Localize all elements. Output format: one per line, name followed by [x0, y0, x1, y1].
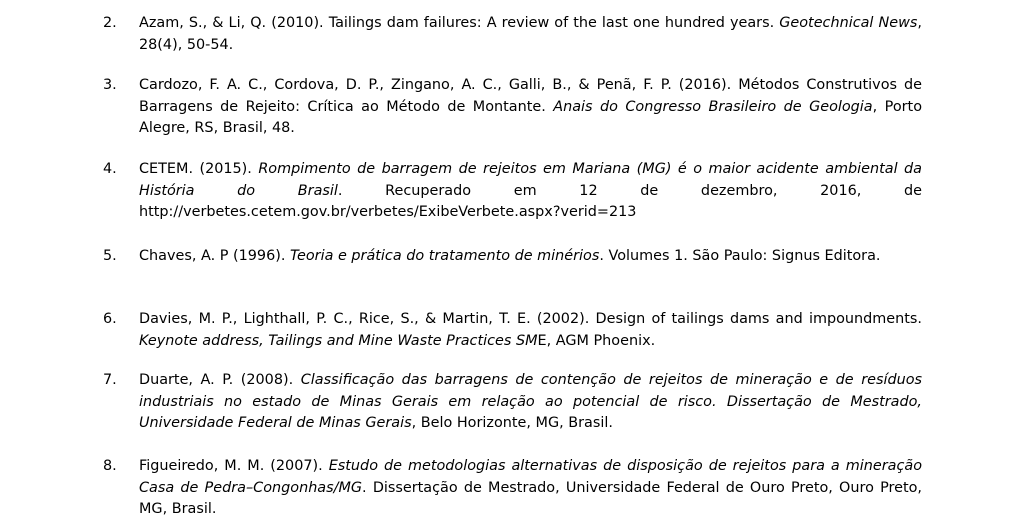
reference-text	[139, 370, 922, 435]
reference-text-segment: Teoria e prática do tratamento de minérios	[290, 248, 600, 264]
reference-text-segment: , 28(4), 50-54.	[139, 15, 922, 53]
reference-number: 4.	[103, 161, 117, 177]
reference-text-segment: Classificação das barragens de contenção de rejeitos de mineração e de resíduos industriais no estado de Minas Gerais em relação ao potencial de risco. Dissertação de Mestrado, Universidade Federal de Minas Gerais	[139, 372, 923, 431]
reference-number: 2.	[103, 15, 117, 31]
reference-text-segment: Estudo de metodologias alternativas de disposição de rejeitos para a mineração Casa de Pedra–Congonhas/MG	[139, 458, 922, 496]
reference-text-segment: Figueiredo, M. M. (2007).	[139, 458, 329, 474]
reference-text-segment: CETEM. (2015).	[139, 161, 259, 177]
reference-text-segment: Davies, M. P., Lighthall, P. C., Rice, S., & Martin, T. E. (2002). Design of tailings dams and impoundments.	[139, 311, 922, 327]
reference-text-segment: , Belo Horizonte, MG, Brasil.	[411, 415, 613, 431]
reference-number: 5.	[103, 248, 117, 264]
reference-text-segment: . Recuperado em 12 de dezembro, 2016, de http://verbetes.cetem.gov.br/verbetes/ExibeVerbete.aspx?verid=213	[139, 182, 923, 220]
reference-text-segment: Keynote address, Tailings and Mine Waste Practices SM	[139, 332, 538, 349]
reference-number: 7.	[103, 372, 117, 388]
reference-text-segment: Geotechnical News	[779, 15, 918, 31]
reference-text-segment: Duarte, A. P. (2008).	[139, 372, 301, 388]
reference-text	[139, 246, 922, 268]
reference-text	[139, 456, 922, 521]
reference-text-segment: . Dissertação de Mestrado, Universidade Federal de Ouro Preto, Ouro Preto, MG, Brasil.	[139, 479, 922, 517]
reference-text-segment: Cardozo, F. A. C., Cordova, D. P., Zingano, A. C., Galli, B., & Penã, F. P. (2016). Métodos Construtivos de Barragens de Rejeito: Crítica ao Método de Montante.	[139, 77, 922, 115]
reference-number: 3.	[103, 77, 117, 93]
reference-text-segment: . Volumes 1. São Paulo: Signus Editora.	[599, 248, 881, 264]
reference-text	[139, 309, 922, 352]
reference-text	[139, 159, 922, 224]
reference-text	[139, 75, 922, 140]
reference-text-segment: , Porto Alegre, RS, Brasil, 48.	[139, 98, 922, 136]
reference-number: 8.	[103, 458, 117, 474]
reference-text	[139, 13, 922, 56]
reference-text-segment: Rompimento de barragem de rejeitos em Mariana (MG) é o maior acidente ambiental da História do Brasil	[139, 161, 922, 199]
reference-text-segment: Anais do Congresso Brasileiro de Geologia	[553, 98, 873, 115]
reference-text-segment: Azam, S., & Li, Q. (2010). Tailings dam failures: A review of the last one hundred years.	[139, 15, 780, 31]
reference-text-segment: Chaves, A. P (1996).	[139, 248, 290, 264]
reference-text-segment: E, AGM Phoenix.	[537, 332, 656, 349]
reference-number: 6.	[103, 311, 117, 327]
